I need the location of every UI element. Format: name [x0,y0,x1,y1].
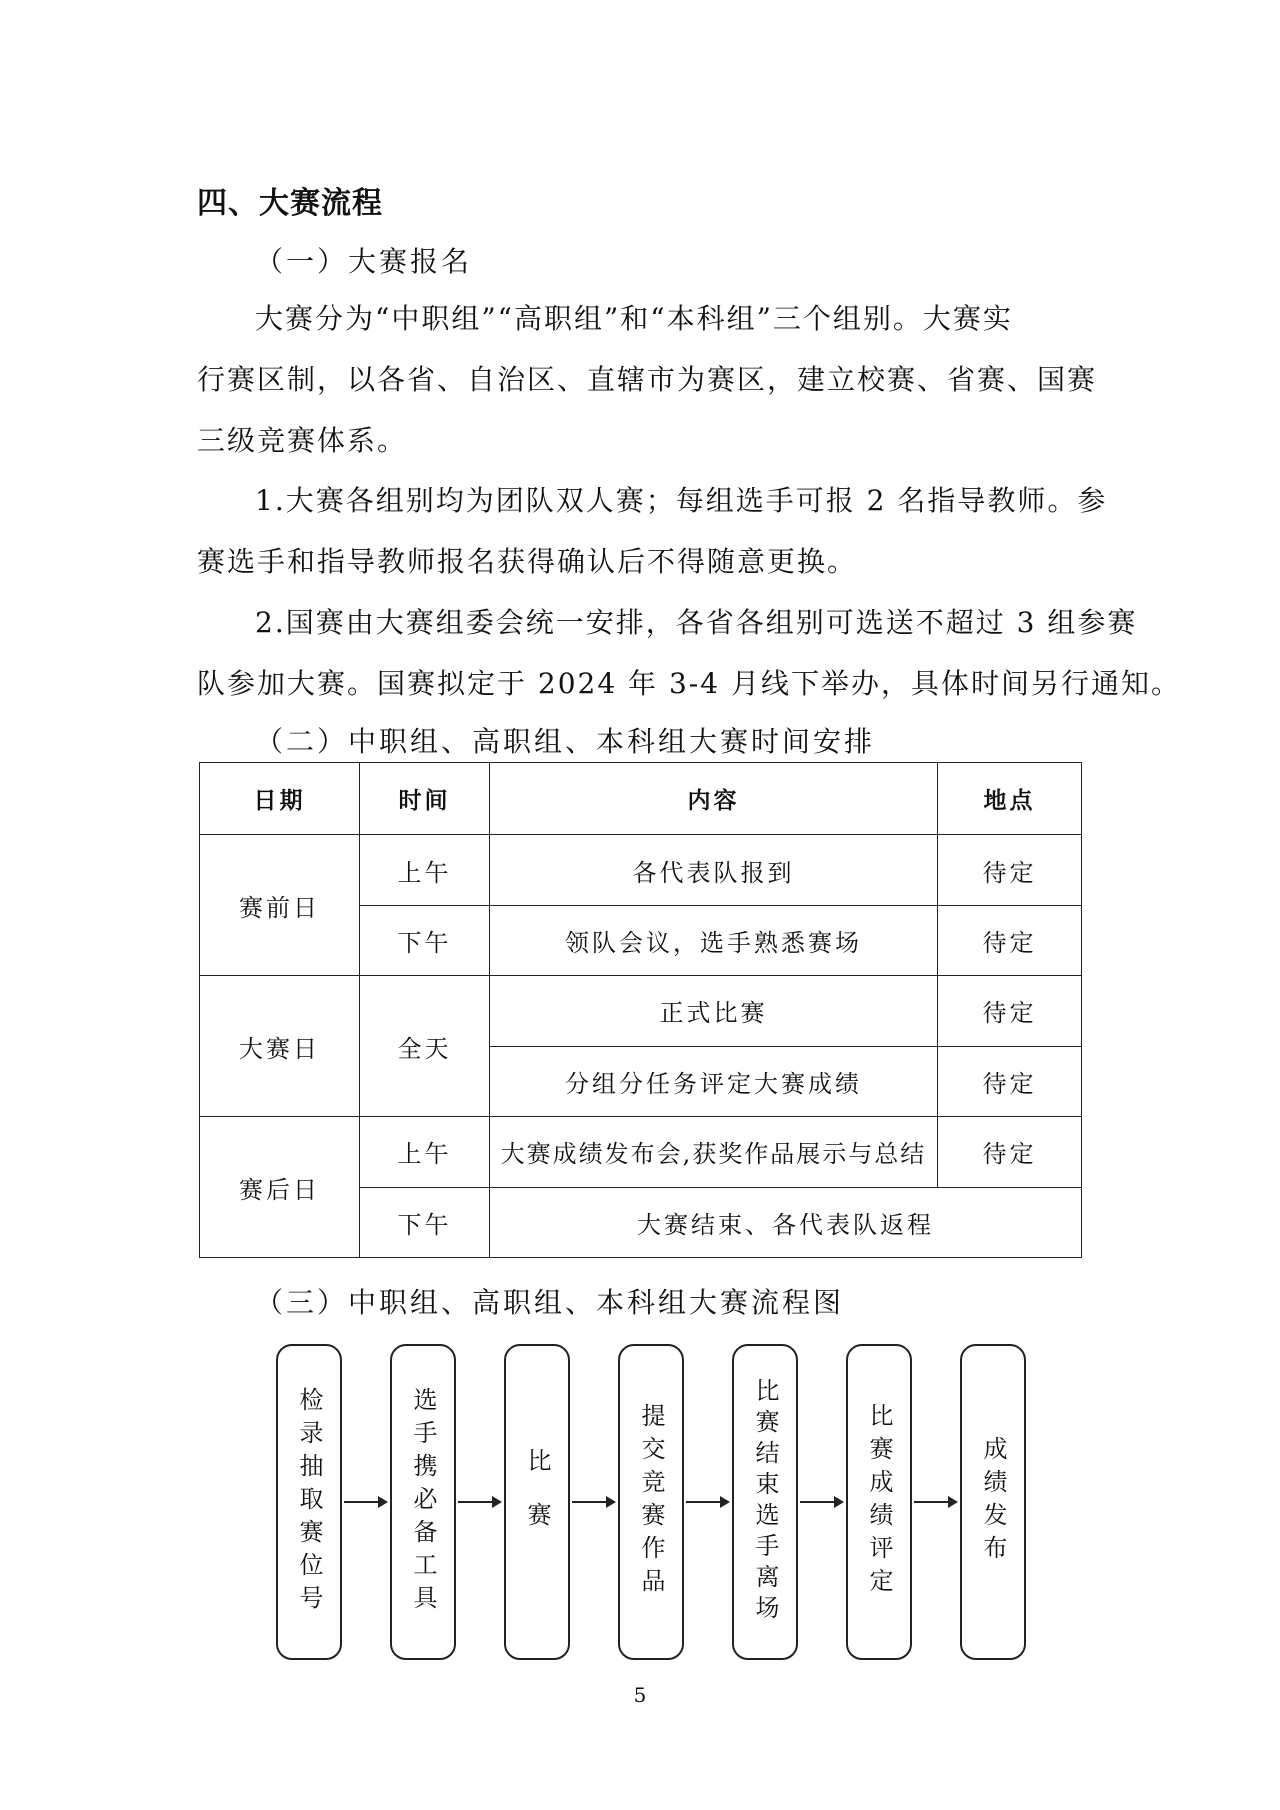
flow-step-leave [732,1344,798,1660]
location-cell: 待定 [938,976,1082,1046]
header-time: 时间 [360,763,490,835]
flow-step-label: 检录抽取赛位号 [295,1386,323,1618]
time-cell: 下午 [360,1187,490,1257]
content-cell: 领队会议，选手熟悉赛场 [490,905,938,975]
arrow-icon [572,1495,616,1509]
content-cell: 大赛成绩发布会,获奖作品展示与总结 [490,1117,938,1187]
time-cell: 下午 [360,905,490,975]
header-content: 内容 [490,763,938,835]
section-heading: 四、大赛流程 [197,186,383,221]
content-cell: 各代表队报到 [490,835,938,905]
flow-step-checkin [276,1344,342,1660]
flow-step-label: 比赛成绩评定 [865,1403,893,1601]
header-date: 日期 [200,763,360,835]
flow-step-results [960,1344,1026,1660]
location-cell: 待定 [938,835,1082,905]
flow-step-tools [390,1344,456,1660]
flowchart [270,1344,1030,1664]
paragraph-line: 赛选手和指导教师报名获得确认后不得随意更换。 [197,545,858,578]
date-cell-competition-day: 大赛日 [200,976,360,1117]
content-cell: 正式比赛 [490,976,938,1046]
flow-step-evaluation [846,1344,912,1660]
content-cell: 分组分任务评定大赛成绩 [490,1046,938,1116]
time-cell: 上午 [360,1117,490,1187]
location-cell: 待定 [938,905,1082,975]
paragraph-rule-2 [197,592,1181,714]
paragraph-line: 行赛区制，以各省、自治区、直辖市为赛区，建立校赛、省赛、国赛 [197,363,1098,396]
flow-step-label: 比赛 [523,1448,551,1556]
date-cell-pre-day: 赛前日 [200,835,360,976]
date-cell-post-day: 赛后日 [200,1117,360,1258]
paragraph-line: 大赛分为“中职组”“高职组”和“本科组”三个组别。大赛实 [255,302,1013,335]
subheading-schedule: （二）中职组、高职组、本科组大赛时间安排 [255,725,876,758]
arrow-icon [914,1495,958,1509]
time-cell-all-day: 全天 [360,976,490,1117]
paragraph-rule-1 [197,470,1108,592]
paragraph-line: 1.大赛各组别均为团队双人赛；每组选手可报 2 名指导教师。参 [255,484,1108,517]
paragraph-line: 三级竞赛体系。 [197,424,408,457]
subheading-flowchart: （三）中职组、高职组、本科组大赛流程图 [255,1286,845,1319]
arrow-icon [344,1495,388,1509]
paragraph-competition-groups [197,288,1097,471]
content-cell: 大赛结束、各代表队返程 [490,1187,1082,1257]
table-header-row [200,763,1082,835]
flow-step-label: 成绩发布 [979,1436,1007,1568]
table-row [200,1117,1082,1187]
table-row [200,835,1082,905]
flow-step-label: 比赛结束选手离场 [751,1378,779,1626]
flow-step-label: 选手携必备工具 [409,1386,437,1618]
flow-step-label: 提交竞赛作品 [637,1403,665,1601]
flow-step-submit [618,1344,684,1660]
location-cell: 待定 [938,1046,1082,1116]
location-cell: 待定 [938,1117,1082,1187]
page-number: 5 [633,1683,647,1707]
schedule-table [199,762,1082,1258]
time-cell: 上午 [360,835,490,905]
paragraph-line: 队参加大赛。国赛拟定于 2024 年 3-4 月线下举办，具体时间另行通知。 [197,667,1181,700]
flow-step-competition [504,1344,570,1660]
arrow-icon [686,1495,730,1509]
subheading-registration: （一）大赛报名 [255,245,473,278]
paragraph-line: 2.国赛由大赛组委会统一安排，各省各组别可选送不超过 3 组参赛 [255,606,1138,639]
header-location: 地点 [938,763,1082,835]
arrow-icon [800,1495,844,1509]
table-row [200,976,1082,1046]
arrow-icon [458,1495,502,1509]
